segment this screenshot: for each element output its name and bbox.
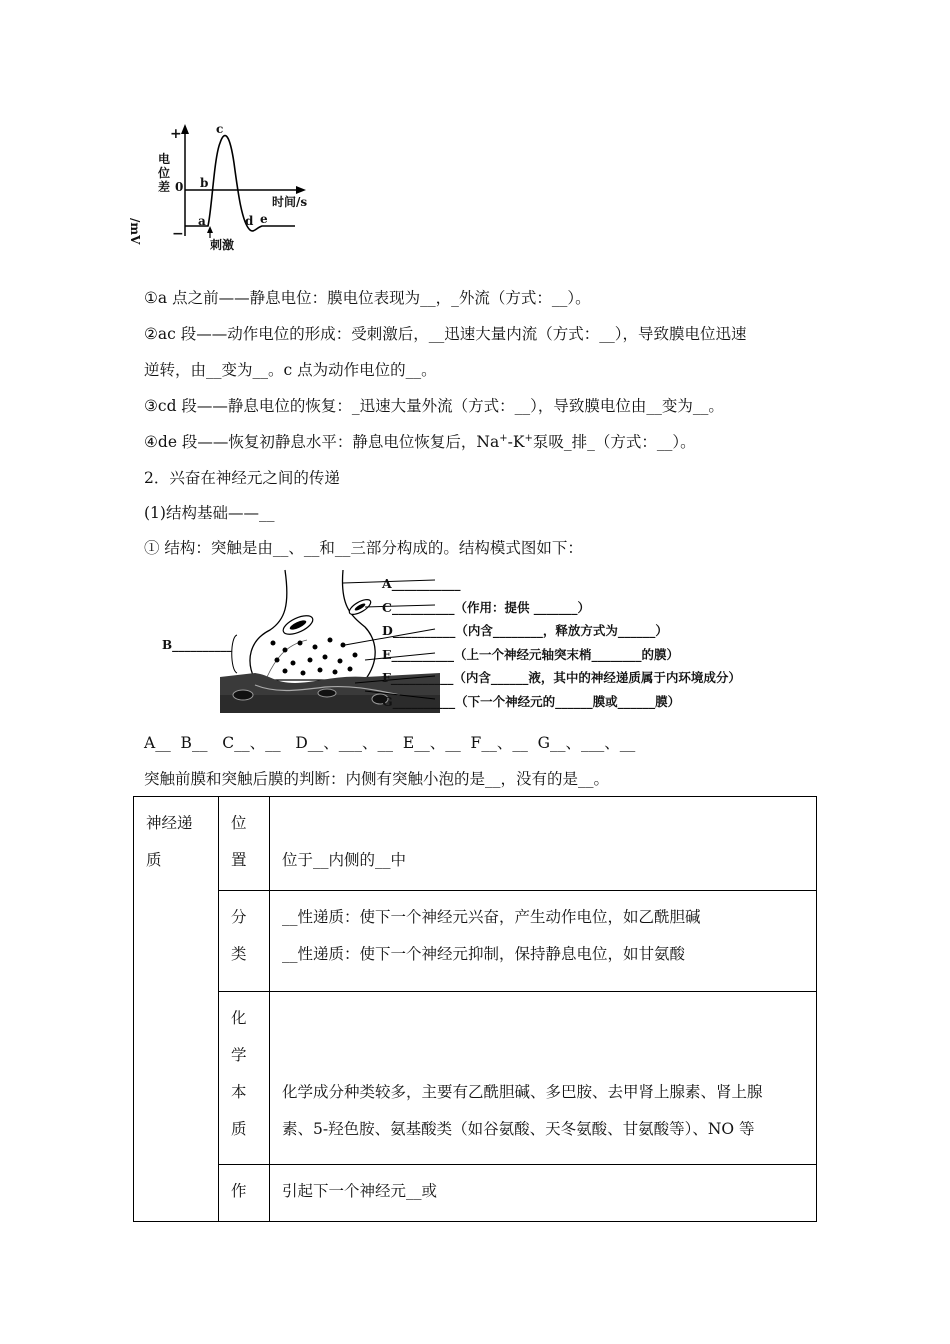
point-c: c (216, 122, 224, 136)
synapse-label-c: C__________（作用：提供 _______） (382, 599, 591, 615)
synapse-label-b: B__________ (162, 638, 233, 652)
text-line-1: ①a 点之前——静息电位：膜电位表现为__，_外流（方式：__）。 (144, 289, 591, 307)
answer-line: A__ B__ C__、__ D__、___、__ E__、__ F__、__ G__、___、__ (144, 734, 636, 752)
row-content-position (270, 797, 817, 891)
row-content-category (270, 891, 817, 992)
function-content: 引起下一个神经元__或 (282, 1182, 438, 1200)
table-row (134, 891, 817, 992)
neurotransmitter-table (133, 796, 817, 1222)
synapse-diagram (160, 565, 830, 715)
minus-sign: − (172, 226, 184, 242)
row-content-function (270, 1165, 817, 1222)
synapse-label-d: D__________（内含________，释放方式为______） (382, 623, 668, 638)
text-line-3: 逆转，由__变为__。c 点为动作电位的__。 (144, 361, 437, 379)
stimulus-label: 刺激 (210, 238, 235, 252)
text-line-structure-basis: (1)结构基础——__ (144, 504, 275, 522)
judge-line: 突触前膜和突触后膜的判断：内侧有突触小泡的是__，没有的是__。 (144, 770, 610, 788)
text-line-5: ④de 段——恢复初静息水平：静息电位恢复后，Na+-K+泵吸_排_（方式：__）。 (144, 432, 696, 451)
table-row (134, 992, 817, 1165)
x-axis-label: 时间/s (272, 195, 308, 209)
point-e: e (260, 212, 268, 226)
chemical-content: 化学成分种类较多，主要有乙酰胆碱、多巴胺、去甲肾上腺素、肾上腺 素、5-羟色胺、氨基酸类（如谷氨酸、天冬氨酸、甘氨酸等）、NO 等 (282, 1083, 763, 1138)
text-line-structure: ① 结构：突触是由__、__和__三部分构成的。结构模式图如下： (144, 539, 583, 557)
synapse-label-f: F__________（内含______液，其中的神经递质属于内环境成分） (382, 670, 741, 685)
action-potential-graph (128, 118, 320, 258)
row-content-chemical (270, 992, 817, 1165)
row-label-position: 位 置 (219, 797, 270, 891)
category-content: __性递质：使下一个神经元兴奋，产生动作电位，如乙酰胆碱 __性递质：使下一个神经元抑制，保持静息电位，如甘氨酸 (282, 908, 701, 963)
text-line-4: ③cd 段——静息电位的恢复：_迅速大量外流（方式：__），导致膜电位由__变为__。 (144, 397, 724, 415)
point-d: d (245, 214, 254, 228)
row-label-function: 作 (219, 1165, 270, 1222)
table-head-cell (134, 797, 219, 1222)
text-line-2: ②ac 段——动作电位的形成：受刺激后，__迅速大量内流（方式：__），导致膜电位迅速 (144, 325, 747, 343)
y-axis-label: 电 位 差 (158, 152, 171, 194)
synapse-labels (382, 572, 741, 713)
synapse-label-a: A___________ (382, 576, 461, 591)
plus-sign: + (170, 126, 182, 142)
table-row (134, 797, 817, 891)
table-head: 神经递 质 (146, 814, 193, 869)
zero-label: 0 (175, 180, 184, 194)
y-axis-unit: /mV (128, 218, 142, 245)
point-a: a (198, 214, 206, 228)
table-row (134, 1165, 817, 1222)
row-label-chemical: 化 学 本 质 (219, 992, 270, 1165)
section-heading: 2．兴奋在神经元之间的传递 (144, 469, 340, 487)
synapse-label-e: E__________（上一个神经元轴突末梢________的膜） (382, 646, 680, 662)
row-label-category: 分 类 (219, 891, 270, 992)
position-content: 位于__内侧的__中 (282, 851, 407, 869)
synapse-label-g: G__________（下一个神经元的______膜或______膜） (382, 693, 681, 709)
point-b: b (200, 176, 209, 190)
